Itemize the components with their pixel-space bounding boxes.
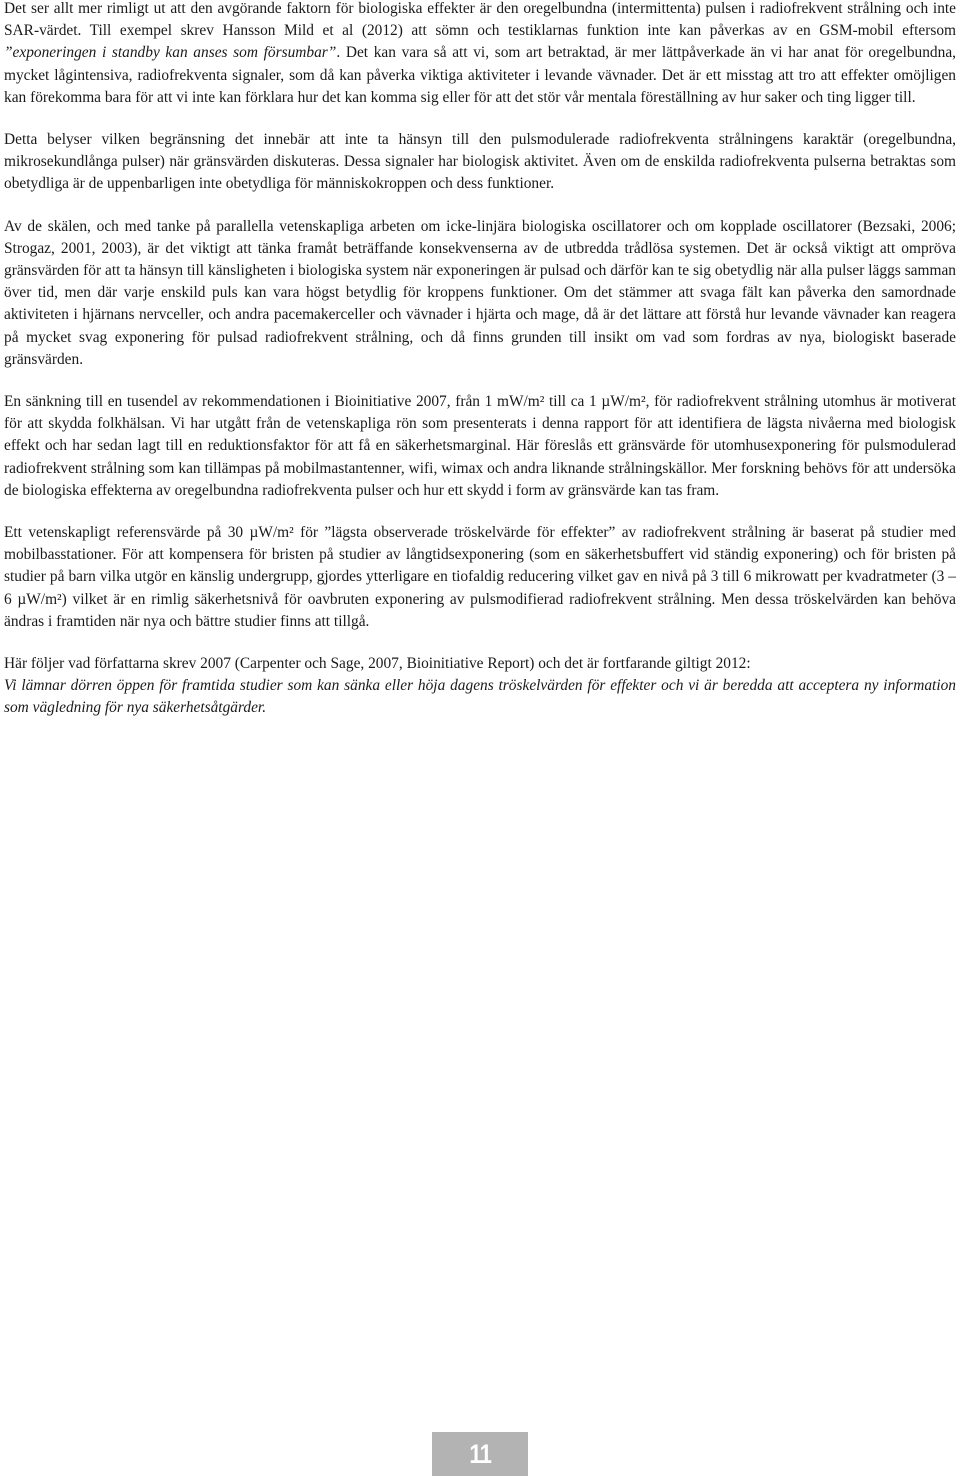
paragraph-4: En sänkning till en tusendel av rekommendationen i Bioinitiative 2007, från 1 mW/m² till ca 1 µW/m², för radiofrekvent strålning utomhus är motiverat för att skydda folkhälsan. Vi har utgått från de vetenskapliga rön som presenterats i denna rapport för att identifiera de lägsta nivåerna med biologisk effekt och har sedan lagt till en reduktionsfaktor för att få en säkerhetsmarginal. Här föreslås ett gränsvärde för utomhusexponering för pulsmodulerad radiofrekvent strålning som kan tillämpas på mobilmastantenner, wifi, wimax och andra liknande strålningskällor. Mer forskning behövs för att undersöka de biologiska effekterna av oregelbundna radiofrekventa pulser och hur ett skydd i form av gränsvärde kan tas fram. [4,393,956,499]
paragraph-2: Detta belyser vilken begränsning det innebär att inte ta hänsyn till den pulsmodulerade radiofrekventa strålningens karaktär (oregelbundna, mikrosekundlånga pulser) när gränsvärden diskuteras. Dessa signaler har biologisk aktivitet. Även om de enskilda radiofrekventa pulserna betraktas som obetydliga är de uppenbarligen inte obetydliga för människokroppen och dess funktioner. [4,131,956,193]
paragraph-6-intro: Här följer vad författarna skrev 2007 (Carpenter och Sage, 2007, Bioinitiative Report) och det är fortfarande giltigt 2012: [4,655,751,673]
paragraph-5: Ett vetenskapligt referensvärde på 30 µW/m² för ”lägsta observerade tröskelvärde för effekter” av radiofrekvent strålning är baserat på studier med mobilbasstationer. För att kompensera för bristen på studier av långtidsexponering (som en säkerhetsbuffert vid ständig exponering) och för bristen på studier på barn vilka utgör en känslig undergrupp, gjordes ytterligare en tiofaldig reducering vilket gav en nivå på 3 till 6 mikrowatt per kvadratmeter (3 – 6 µW/m²) vilket är en rimlig säkerhetsnivå för oavbruten exponering av pulsmodifierad radiofrekvent strålning. Men dessa tröskelvärden kan behöva ändras i framtiden när nya och bättre studier finns att tillgå. [4,524,956,630]
paragraph-1 [4,0,956,109]
paragraph-3: Av de skälen, och med tanke på parallella vetenskapliga arbeten om icke-linjära biologiska oscillatorer och om kopplade oscillatorer (Bezsaki, 2006; Strogaz, 2001, 2003), är det viktigt att tänka framåt beträffande konsekvenserna av de utbredda trådlösa systemen. Det är också viktigt att ompröva gränsvärden för att ta hänsyn till känsligheten i biologiska system när exponeringen är pulsad och därför kan te sig obetydlig när alla pulser läggs samman över tid, men där varje enskild puls kan vara högst betydlig för kroppens funktioner. Om det stämmer att svaga fält kan påverka den samordnade aktiviteten i hjärnans nervceller, och andra pacemakerceller och vävnader i hjärta och mage, då är det lättare att förstå hur levande vävnader kan reagera på mycket svag exponering för pulsad radiofrekvent strålning, och då finns grunden till insikt om vad som fordras av nya, biologiskt baserade gränsvärden. [4,217,956,368]
page-number: 11 [469,1438,491,1469]
paragraph-6 [4,653,956,720]
paragraph-6-italic-quote: Vi lämnar dörren öppen för framtida studier som kan sänka eller höja dagens tröskelvärden för effekter och vi är beredda att acceptera ny information som vägledning för nya säkerhetsåtgärder. [4,677,956,717]
page-number-box [432,1432,528,1476]
paragraph-1-text-start: Det ser allt mer rimligt ut att den avgörande faktorn för biologiska effekter är den oregelbundna (intermittenta) pulsen i radiofrekvent strålning och inte SAR-värdet. Till exempel skrev Hansson Mild et al (2012) att sömn och testiklarnas funktion inte kan påverkas av en GSM-mobil eftersom [4,0,956,40]
paragraph-1-italic-quote: ”exponeringen i standby kan anses som försumbar” [4,44,337,62]
paragraph-1-text-end: . Det kan vara så att vi, som art betraktad, är mer lättpåverkade än vi har anat för oregelbundna, mycket lågintensiva, radiofrekventa signaler, som då kan påverka viktiga aktiviteter i levande vävnader. Det är ett misstag att tro att effekter omöjligen kan förekomma bara för att vi inte kan förklara hur det kan komma sig eller för att det stör vår mentala föreställning av hur saker och ting ligger till. [4,44,956,106]
document-body [4,0,956,740]
